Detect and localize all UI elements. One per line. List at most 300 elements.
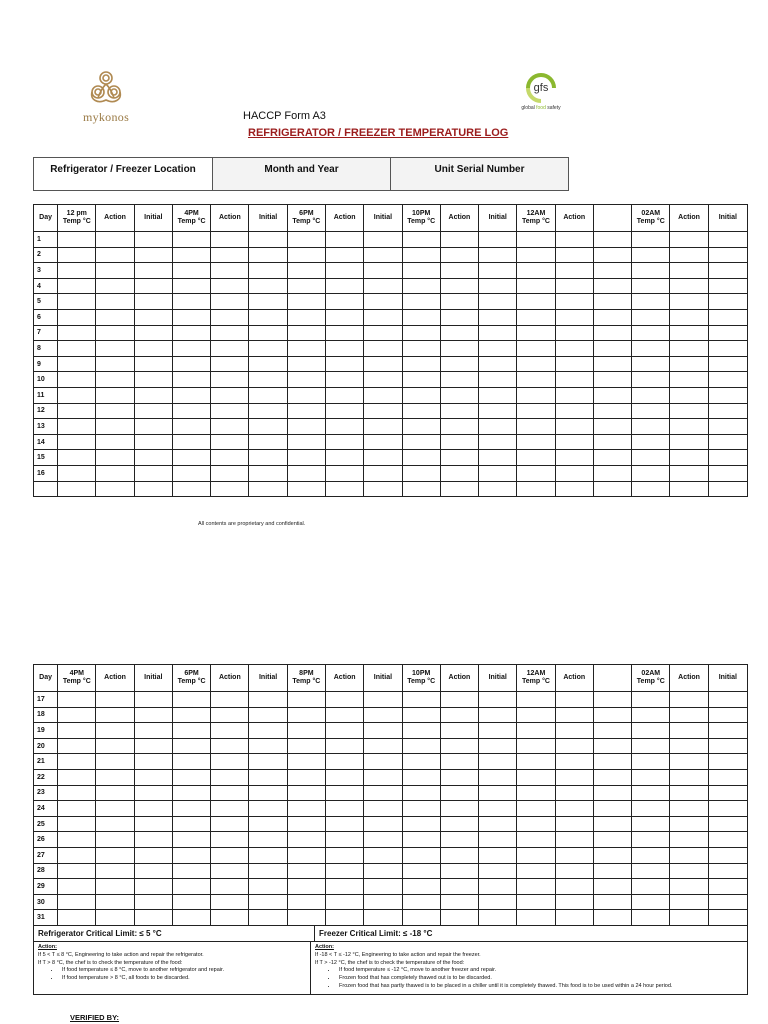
entry-cell[interactable] xyxy=(134,450,172,466)
entry-cell[interactable] xyxy=(670,294,708,310)
entry-cell[interactable] xyxy=(593,278,631,294)
entry-cell[interactable] xyxy=(479,847,517,863)
entry-cell[interactable] xyxy=(58,863,96,879)
entry-cell[interactable] xyxy=(364,894,402,910)
entry-cell[interactable] xyxy=(402,481,440,497)
entry-cell[interactable] xyxy=(287,372,325,388)
entry-cell[interactable] xyxy=(440,309,478,325)
entry-cell[interactable] xyxy=(172,356,210,372)
entry-cell[interactable] xyxy=(172,341,210,357)
entry-cell[interactable] xyxy=(593,894,631,910)
entry-cell[interactable] xyxy=(287,247,325,263)
entry-cell[interactable] xyxy=(134,247,172,263)
entry-cell[interactable] xyxy=(96,309,134,325)
entry-cell[interactable] xyxy=(58,278,96,294)
entry-cell[interactable] xyxy=(211,894,249,910)
entry-cell[interactable] xyxy=(632,816,670,832)
entry-cell[interactable] xyxy=(326,692,364,708)
entry-cell[interactable] xyxy=(326,341,364,357)
entry-cell[interactable] xyxy=(96,278,134,294)
entry-cell[interactable] xyxy=(632,247,670,263)
entry-cell[interactable] xyxy=(708,769,747,785)
entry-cell[interactable] xyxy=(593,263,631,279)
entry-cell[interactable] xyxy=(172,769,210,785)
entry-cell[interactable] xyxy=(287,278,325,294)
entry-cell[interactable] xyxy=(479,692,517,708)
entry-cell[interactable] xyxy=(479,309,517,325)
entry-cell[interactable] xyxy=(632,356,670,372)
entry-cell[interactable] xyxy=(326,769,364,785)
entry-cell[interactable] xyxy=(287,894,325,910)
entry-cell[interactable] xyxy=(555,247,593,263)
entry-cell[interactable] xyxy=(402,832,440,848)
entry-cell[interactable] xyxy=(708,801,747,817)
entry-cell[interactable] xyxy=(402,785,440,801)
entry-cell[interactable] xyxy=(134,707,172,723)
entry-cell[interactable] xyxy=(211,465,249,481)
entry-cell[interactable] xyxy=(211,325,249,341)
entry-cell[interactable] xyxy=(440,707,478,723)
entry-cell[interactable] xyxy=(96,785,134,801)
entry-cell[interactable] xyxy=(211,481,249,497)
entry-cell[interactable] xyxy=(172,832,210,848)
entry-cell[interactable] xyxy=(96,294,134,310)
entry-cell[interactable] xyxy=(555,387,593,403)
entry-cell[interactable] xyxy=(58,801,96,817)
entry-cell[interactable] xyxy=(134,738,172,754)
entry-cell[interactable] xyxy=(249,341,287,357)
entry-cell[interactable] xyxy=(249,785,287,801)
entry-cell[interactable] xyxy=(440,692,478,708)
entry-cell[interactable] xyxy=(517,341,555,357)
entry-cell[interactable] xyxy=(517,232,555,248)
entry-cell[interactable] xyxy=(134,910,172,926)
entry-cell[interactable] xyxy=(287,832,325,848)
entry-cell[interactable] xyxy=(58,465,96,481)
entry-cell[interactable] xyxy=(364,278,402,294)
entry-cell[interactable] xyxy=(632,263,670,279)
entry-cell[interactable] xyxy=(326,325,364,341)
entry-cell[interactable] xyxy=(96,910,134,926)
entry-cell[interactable] xyxy=(134,754,172,770)
entry-cell[interactable] xyxy=(249,847,287,863)
entry-cell[interactable] xyxy=(632,754,670,770)
entry-cell[interactable] xyxy=(593,738,631,754)
entry-cell[interactable] xyxy=(134,403,172,419)
entry-cell[interactable] xyxy=(555,707,593,723)
entry-cell[interactable] xyxy=(670,387,708,403)
entry-cell[interactable] xyxy=(326,801,364,817)
entry-cell[interactable] xyxy=(364,481,402,497)
entry-cell[interactable] xyxy=(708,481,747,497)
entry-cell[interactable] xyxy=(211,816,249,832)
entry-cell[interactable] xyxy=(402,263,440,279)
entry-cell[interactable] xyxy=(211,754,249,770)
entry-cell[interactable] xyxy=(364,325,402,341)
entry-cell[interactable] xyxy=(517,356,555,372)
entry-cell[interactable] xyxy=(249,832,287,848)
entry-cell[interactable] xyxy=(211,294,249,310)
entry-cell[interactable] xyxy=(479,434,517,450)
entry-cell[interactable] xyxy=(670,692,708,708)
entry-cell[interactable] xyxy=(632,863,670,879)
entry-cell[interactable] xyxy=(440,372,478,388)
entry-cell[interactable] xyxy=(364,801,402,817)
entry-cell[interactable] xyxy=(708,910,747,926)
entry-cell[interactable] xyxy=(287,863,325,879)
entry-cell[interactable] xyxy=(708,232,747,248)
entry-cell[interactable] xyxy=(211,247,249,263)
entry-cell[interactable] xyxy=(211,801,249,817)
entry-cell[interactable] xyxy=(326,387,364,403)
entry-cell[interactable] xyxy=(517,309,555,325)
entry-cell[interactable] xyxy=(402,278,440,294)
entry-cell[interactable] xyxy=(440,738,478,754)
entry-cell[interactable] xyxy=(555,434,593,450)
entry-cell[interactable] xyxy=(402,356,440,372)
entry-cell[interactable] xyxy=(326,372,364,388)
entry-cell[interactable] xyxy=(249,263,287,279)
entry-cell[interactable] xyxy=(249,309,287,325)
entry-cell[interactable] xyxy=(632,692,670,708)
entry-cell[interactable] xyxy=(593,754,631,770)
entry-cell[interactable] xyxy=(134,294,172,310)
entry-cell[interactable] xyxy=(326,816,364,832)
entry-cell[interactable] xyxy=(96,387,134,403)
entry-cell[interactable] xyxy=(632,707,670,723)
entry-cell[interactable] xyxy=(632,894,670,910)
entry-cell[interactable] xyxy=(134,723,172,739)
entry-cell[interactable] xyxy=(364,692,402,708)
entry-cell[interactable] xyxy=(364,465,402,481)
entry-cell[interactable] xyxy=(96,419,134,435)
entry-cell[interactable] xyxy=(670,309,708,325)
entry-cell[interactable] xyxy=(402,403,440,419)
entry-cell[interactable] xyxy=(287,309,325,325)
entry-cell[interactable] xyxy=(58,754,96,770)
entry-cell[interactable] xyxy=(326,465,364,481)
entry-cell[interactable] xyxy=(172,419,210,435)
entry-cell[interactable] xyxy=(249,769,287,785)
entry-cell[interactable] xyxy=(708,847,747,863)
entry-cell[interactable] xyxy=(326,863,364,879)
entry-cell[interactable] xyxy=(708,738,747,754)
entry-cell[interactable] xyxy=(364,707,402,723)
entry-cell[interactable] xyxy=(440,294,478,310)
entry-cell[interactable] xyxy=(58,707,96,723)
entry-cell[interactable] xyxy=(58,263,96,279)
entry-cell[interactable] xyxy=(670,419,708,435)
entry-cell[interactable] xyxy=(364,294,402,310)
entry-cell[interactable] xyxy=(287,785,325,801)
entry-cell[interactable] xyxy=(364,769,402,785)
entry-cell[interactable] xyxy=(326,403,364,419)
entry-cell[interactable] xyxy=(440,879,478,895)
entry-cell[interactable] xyxy=(555,738,593,754)
entry-cell[interactable] xyxy=(172,465,210,481)
entry-cell[interactable] xyxy=(555,232,593,248)
entry-cell[interactable] xyxy=(402,801,440,817)
entry-cell[interactable] xyxy=(670,232,708,248)
entry-cell[interactable] xyxy=(517,263,555,279)
entry-cell[interactable] xyxy=(479,325,517,341)
entry-cell[interactable] xyxy=(479,403,517,419)
entry-cell[interactable] xyxy=(670,723,708,739)
entry-cell[interactable] xyxy=(708,278,747,294)
entry-cell[interactable] xyxy=(134,785,172,801)
entry-cell[interactable] xyxy=(249,232,287,248)
entry-cell[interactable] xyxy=(479,465,517,481)
entry-cell[interactable] xyxy=(287,481,325,497)
entry-cell[interactable] xyxy=(440,403,478,419)
entry-cell[interactable] xyxy=(364,723,402,739)
entry-cell[interactable] xyxy=(211,434,249,450)
entry-cell[interactable] xyxy=(632,232,670,248)
entry-cell[interactable] xyxy=(555,356,593,372)
entry-cell[interactable] xyxy=(96,403,134,419)
entry-cell[interactable] xyxy=(172,403,210,419)
entry-cell[interactable] xyxy=(517,692,555,708)
entry-cell[interactable] xyxy=(517,879,555,895)
entry-cell[interactable] xyxy=(632,309,670,325)
entry-cell[interactable] xyxy=(134,387,172,403)
entry-cell[interactable] xyxy=(58,434,96,450)
entry-cell[interactable] xyxy=(517,738,555,754)
entry-cell[interactable] xyxy=(708,419,747,435)
entry-cell[interactable] xyxy=(593,403,631,419)
entry-cell[interactable] xyxy=(708,325,747,341)
entry-cell[interactable] xyxy=(670,801,708,817)
entry-cell[interactable] xyxy=(632,294,670,310)
entry-cell[interactable] xyxy=(517,450,555,466)
entry-cell[interactable] xyxy=(402,707,440,723)
entry-cell[interactable] xyxy=(479,294,517,310)
entry-cell[interactable] xyxy=(402,325,440,341)
entry-cell[interactable] xyxy=(211,419,249,435)
entry-cell[interactable] xyxy=(96,847,134,863)
entry-cell[interactable] xyxy=(326,707,364,723)
entry-cell[interactable] xyxy=(402,847,440,863)
entry-cell[interactable] xyxy=(58,387,96,403)
entry-cell[interactable] xyxy=(632,403,670,419)
entry-cell[interactable] xyxy=(555,879,593,895)
entry-cell[interactable] xyxy=(555,309,593,325)
entry-cell[interactable] xyxy=(58,294,96,310)
entry-cell[interactable] xyxy=(364,832,402,848)
entry-cell[interactable] xyxy=(326,419,364,435)
entry-cell[interactable] xyxy=(211,387,249,403)
entry-cell[interactable] xyxy=(58,785,96,801)
entry-cell[interactable] xyxy=(479,879,517,895)
entry-cell[interactable] xyxy=(402,816,440,832)
entry-cell[interactable] xyxy=(670,879,708,895)
entry-cell[interactable] xyxy=(326,847,364,863)
entry-cell[interactable] xyxy=(402,465,440,481)
entry-cell[interactable] xyxy=(287,263,325,279)
entry-cell[interactable] xyxy=(172,692,210,708)
entry-cell[interactable] xyxy=(211,723,249,739)
entry-cell[interactable] xyxy=(364,879,402,895)
entry-cell[interactable] xyxy=(211,372,249,388)
serial-number-field[interactable]: Unit Serial Number xyxy=(391,158,568,190)
entry-cell[interactable] xyxy=(287,434,325,450)
entry-cell[interactable] xyxy=(708,894,747,910)
entry-cell[interactable] xyxy=(479,707,517,723)
entry-cell[interactable] xyxy=(58,450,96,466)
entry-cell[interactable] xyxy=(249,692,287,708)
entry-cell[interactable] xyxy=(134,847,172,863)
entry-cell[interactable] xyxy=(670,263,708,279)
entry-cell[interactable] xyxy=(402,738,440,754)
entry-cell[interactable] xyxy=(593,341,631,357)
entry-cell[interactable] xyxy=(479,481,517,497)
entry-cell[interactable] xyxy=(249,356,287,372)
entry-cell[interactable] xyxy=(440,481,478,497)
entry-cell[interactable] xyxy=(632,832,670,848)
entry-cell[interactable] xyxy=(632,434,670,450)
entry-cell[interactable] xyxy=(172,372,210,388)
entry-cell[interactable] xyxy=(555,910,593,926)
entry-cell[interactable] xyxy=(555,325,593,341)
entry-cell[interactable] xyxy=(96,247,134,263)
entry-cell[interactable] xyxy=(593,847,631,863)
entry-cell[interactable] xyxy=(555,294,593,310)
entry-cell[interactable] xyxy=(249,879,287,895)
entry-cell[interactable] xyxy=(479,341,517,357)
entry-cell[interactable] xyxy=(326,481,364,497)
entry-cell[interactable] xyxy=(134,434,172,450)
entry-cell[interactable] xyxy=(517,278,555,294)
entry-cell[interactable] xyxy=(134,372,172,388)
entry-cell[interactable] xyxy=(555,419,593,435)
entry-cell[interactable] xyxy=(555,894,593,910)
entry-cell[interactable] xyxy=(287,816,325,832)
entry-cell[interactable] xyxy=(708,309,747,325)
entry-cell[interactable] xyxy=(440,863,478,879)
entry-cell[interactable] xyxy=(708,816,747,832)
entry-cell[interactable] xyxy=(708,403,747,419)
entry-cell[interactable] xyxy=(58,372,96,388)
entry-cell[interactable] xyxy=(96,816,134,832)
entry-cell[interactable] xyxy=(287,801,325,817)
entry-cell[interactable] xyxy=(402,863,440,879)
entry-cell[interactable] xyxy=(58,816,96,832)
entry-cell[interactable] xyxy=(593,785,631,801)
entry-cell[interactable] xyxy=(593,325,631,341)
entry-cell[interactable] xyxy=(708,434,747,450)
entry-cell[interactable] xyxy=(708,754,747,770)
entry-cell[interactable] xyxy=(632,278,670,294)
entry-cell[interactable] xyxy=(670,465,708,481)
entry-cell[interactable] xyxy=(632,387,670,403)
entry-cell[interactable] xyxy=(593,879,631,895)
entry-cell[interactable] xyxy=(96,450,134,466)
entry-cell[interactable] xyxy=(708,692,747,708)
entry-cell[interactable] xyxy=(364,754,402,770)
entry-cell[interactable] xyxy=(670,894,708,910)
entry-cell[interactable] xyxy=(364,372,402,388)
entry-cell[interactable] xyxy=(96,434,134,450)
entry-cell[interactable] xyxy=(249,894,287,910)
entry-cell[interactable] xyxy=(249,465,287,481)
entry-cell[interactable] xyxy=(708,387,747,403)
entry-cell[interactable] xyxy=(134,801,172,817)
entry-cell[interactable] xyxy=(134,816,172,832)
entry-cell[interactable] xyxy=(249,387,287,403)
entry-cell[interactable] xyxy=(249,481,287,497)
entry-cell[interactable] xyxy=(593,294,631,310)
entry-cell[interactable] xyxy=(58,481,96,497)
entry-cell[interactable] xyxy=(172,387,210,403)
entry-cell[interactable] xyxy=(708,832,747,848)
entry-cell[interactable] xyxy=(670,450,708,466)
entry-cell[interactable] xyxy=(211,450,249,466)
entry-cell[interactable] xyxy=(670,738,708,754)
entry-cell[interactable] xyxy=(593,232,631,248)
entry-cell[interactable] xyxy=(479,387,517,403)
entry-cell[interactable] xyxy=(479,785,517,801)
entry-cell[interactable] xyxy=(134,894,172,910)
entry-cell[interactable] xyxy=(172,481,210,497)
entry-cell[interactable] xyxy=(58,232,96,248)
entry-cell[interactable] xyxy=(708,341,747,357)
entry-cell[interactable] xyxy=(364,309,402,325)
entry-cell[interactable] xyxy=(555,847,593,863)
entry-cell[interactable] xyxy=(134,356,172,372)
entry-cell[interactable] xyxy=(555,278,593,294)
entry-cell[interactable] xyxy=(402,723,440,739)
entry-cell[interactable] xyxy=(402,247,440,263)
entry-cell[interactable] xyxy=(440,278,478,294)
entry-cell[interactable] xyxy=(96,341,134,357)
entry-cell[interactable] xyxy=(402,692,440,708)
entry-cell[interactable] xyxy=(134,481,172,497)
entry-cell[interactable] xyxy=(249,372,287,388)
entry-cell[interactable] xyxy=(211,356,249,372)
entry-cell[interactable] xyxy=(555,754,593,770)
entry-cell[interactable] xyxy=(172,434,210,450)
entry-cell[interactable] xyxy=(249,723,287,739)
entry-cell[interactable] xyxy=(326,294,364,310)
entry-cell[interactable] xyxy=(670,832,708,848)
entry-cell[interactable] xyxy=(326,754,364,770)
entry-cell[interactable] xyxy=(364,419,402,435)
entry-cell[interactable] xyxy=(134,341,172,357)
entry-cell[interactable] xyxy=(364,356,402,372)
entry-cell[interactable] xyxy=(440,910,478,926)
entry-cell[interactable] xyxy=(402,450,440,466)
entry-cell[interactable] xyxy=(287,419,325,435)
entry-cell[interactable] xyxy=(96,707,134,723)
entry-cell[interactable] xyxy=(172,232,210,248)
entry-cell[interactable] xyxy=(211,847,249,863)
entry-cell[interactable] xyxy=(517,754,555,770)
entry-cell[interactable] xyxy=(440,894,478,910)
entry-cell[interactable] xyxy=(172,754,210,770)
entry-cell[interactable] xyxy=(96,372,134,388)
entry-cell[interactable] xyxy=(593,910,631,926)
entry-cell[interactable] xyxy=(517,419,555,435)
entry-cell[interactable] xyxy=(326,309,364,325)
entry-cell[interactable] xyxy=(517,863,555,879)
location-field[interactable]: Refrigerator / Freezer Location xyxy=(34,158,213,190)
entry-cell[interactable] xyxy=(287,232,325,248)
entry-cell[interactable] xyxy=(517,723,555,739)
entry-cell[interactable] xyxy=(364,847,402,863)
entry-cell[interactable] xyxy=(402,341,440,357)
entry-cell[interactable] xyxy=(517,769,555,785)
entry-cell[interactable] xyxy=(58,723,96,739)
